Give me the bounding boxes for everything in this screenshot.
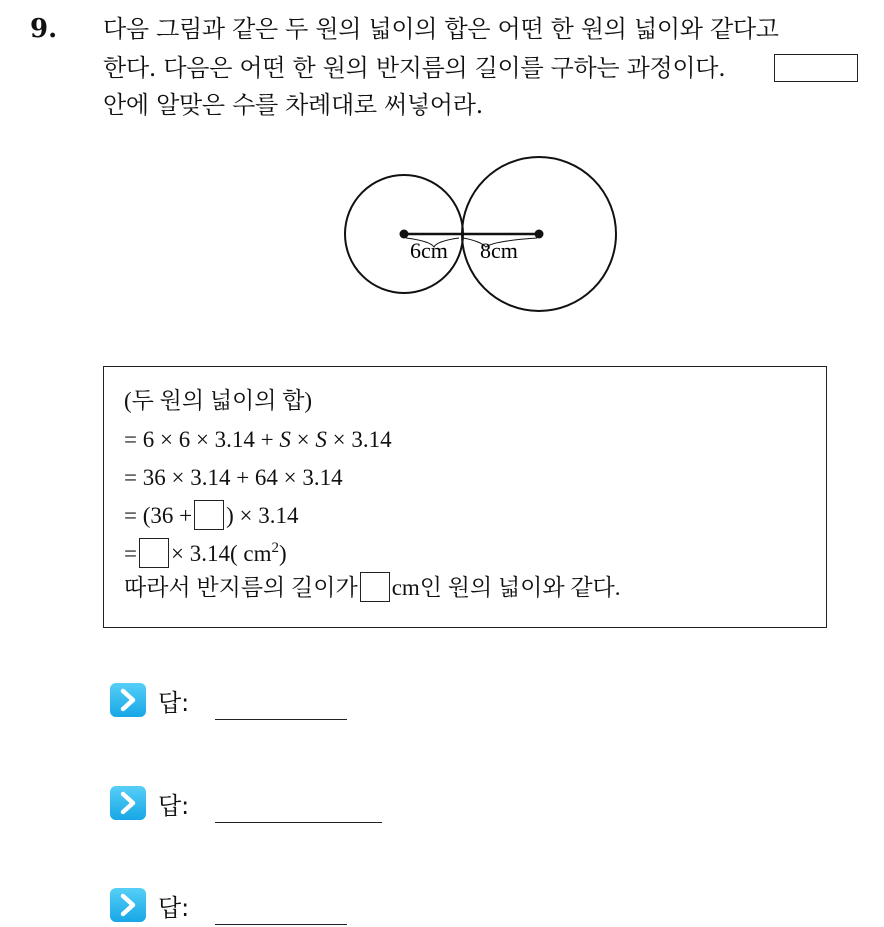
work-line-5-part-b: × 3.14( cm <box>170 541 272 566</box>
chevron-right-icon <box>110 888 146 922</box>
answer-input-line-2[interactable] <box>215 822 382 823</box>
work-line-4-part-b: ) × 3.14 <box>226 503 299 528</box>
work-line-1: (두 원의 넓이의 합) <box>124 388 313 413</box>
answer-row-2 <box>110 783 189 823</box>
question-text-line-2: 한다. 다음은 어떤 한 원의 반지름의 길이를 구하는 과정이다. <box>103 54 726 82</box>
work-superscript: 2 <box>271 540 279 556</box>
work-line-6-part-b: cm인 원의 넓이와 같다. <box>391 575 621 600</box>
work-line-5-part-c: ) <box>278 541 287 566</box>
work-line-2-part-c: × 3.14 <box>326 427 392 452</box>
left-radius-label: 6cm <box>410 238 448 263</box>
chevron-right-icon <box>110 683 146 717</box>
answer-input-line-3[interactable] <box>215 924 347 925</box>
work-line-6-part-a: 따라서 반지름의 길이가 <box>124 575 358 600</box>
work-variable-s-2: S <box>315 427 327 452</box>
question-text-line-3: 안에 알맞은 수를 차례대로 써넣어라. <box>103 91 483 119</box>
answer-blank-2[interactable] <box>139 538 169 568</box>
answer-blank-1[interactable] <box>194 500 224 530</box>
work-line-4-part-a: = (36 + <box>124 503 193 528</box>
question-number: 9. <box>30 14 58 44</box>
right-center-dot <box>535 230 544 239</box>
work-line-5 <box>124 538 287 570</box>
work-line-2-part-b: × <box>290 427 316 452</box>
question-text-line-1: 다음 그림과 같은 두 원의 넓이의 합은 어떤 한 원의 넓이와 같다고 <box>103 15 779 43</box>
two-circles-figure <box>330 148 630 322</box>
answer-blank-3[interactable] <box>360 572 390 602</box>
question-inline-blank-box <box>774 54 858 82</box>
two-circles-svg <box>330 148 630 318</box>
work-line-2-part-a: = 6 × 6 × 3.14 + <box>124 427 280 452</box>
answer-row-1 <box>110 680 189 720</box>
solution-process-box <box>103 366 827 628</box>
answer-input-line-1[interactable] <box>215 719 347 720</box>
work-line-3: = 36 × 3.14 + 64 × 3.14 <box>124 465 343 490</box>
work-line-5-part-a: = <box>124 541 137 566</box>
work-variable-s-1: S <box>279 427 291 452</box>
answer-label: 답: <box>158 688 190 717</box>
left-center-dot <box>400 230 409 239</box>
work-line-4 <box>124 500 299 532</box>
answer-row-3 <box>110 885 189 925</box>
work-line-6 <box>124 572 621 604</box>
work-line-2 <box>124 424 392 456</box>
right-radius-label: 8cm <box>480 238 518 263</box>
answer-label: 답: <box>158 791 190 820</box>
chevron-right-icon <box>110 786 146 820</box>
answer-label: 답: <box>158 893 190 922</box>
